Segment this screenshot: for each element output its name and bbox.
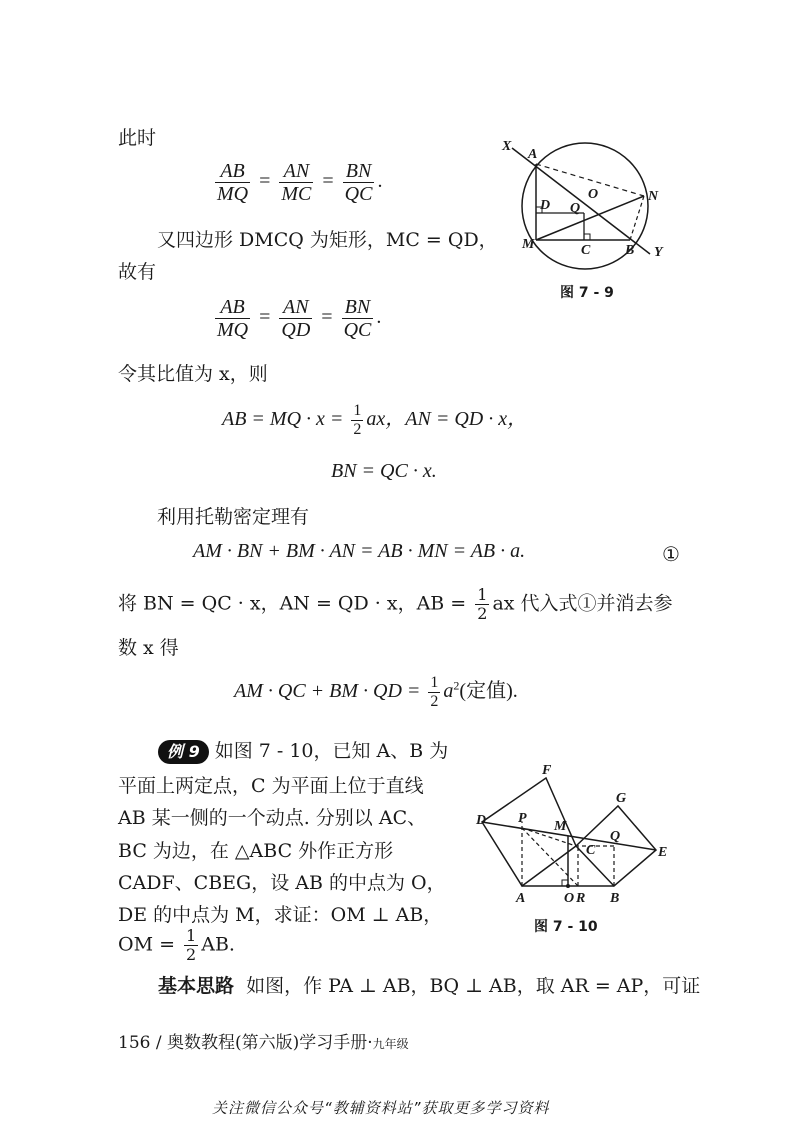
label-o: O — [564, 891, 575, 906]
label-n: N — [648, 189, 659, 204]
label-c: C — [581, 243, 591, 258]
label-r: R — [576, 891, 586, 906]
example-line: OM = $\frac{1}{2}$ AB. — [118, 926, 235, 964]
basic-idea-label: 基本思路 — [158, 975, 235, 997]
label-b: B — [610, 891, 620, 906]
label-m: M — [522, 237, 535, 252]
label-f: F — [542, 763, 552, 778]
example-line: AB 某一侧的一个动点. 分别以 AC、 — [118, 807, 427, 829]
label-d: D — [476, 813, 487, 828]
example-line: CADF、CBEG，设 AB 的中点为 O， — [118, 872, 446, 894]
label-q: Q — [610, 829, 621, 844]
example-line: 平面上两定点，C 为平面上位于直线 — [118, 775, 424, 797]
grade-label: 九年级 — [372, 1037, 409, 1051]
label-p: P — [518, 811, 527, 826]
equation-6: AM · QC + BM · QD = $\frac{1}{2}$ $a^2$(定值). — [234, 674, 518, 710]
label-x: X — [502, 139, 512, 154]
example-line: BC 为边，在 △ABC 外作正方形 — [118, 840, 394, 862]
equation-ratio-1: $\frac{AB}{MQ}$ = $\frac{AN}{MC}$ = $\frac{BN}{QC}$ . — [217, 160, 383, 205]
label-a: A — [528, 147, 538, 162]
equation-ratio-2: $\frac{AB}{MQ}$ = $\frac{AN}{QD}$ = $\frac{BN}{QC}$ . — [217, 296, 382, 341]
example-line: DE 的中点为 M，求证：OM ⊥ AB， — [118, 904, 443, 926]
figure-7-10-diagram — [478, 764, 678, 904]
label-b: B — [625, 243, 635, 258]
page-footer: 156 / 奥数教程(第六版)学习手册·九年级 — [118, 1033, 409, 1053]
figure-7-10 — [478, 764, 678, 944]
label-y: Y — [654, 245, 663, 260]
paragraph-text: 数 x 得 — [118, 637, 179, 659]
label-a: A — [516, 891, 526, 906]
paragraph-text: 此时 — [118, 127, 157, 149]
equation-ptolemy: AM · BN + BM · AN = AB · MN = AB · a. — [193, 540, 526, 562]
equation-number: ① — [662, 542, 680, 566]
label-c: C — [586, 843, 596, 858]
equation-3: AB = MQ · x = $\frac{1}{2}$ ax，AN = QD · x， — [222, 402, 528, 438]
book-title: 奥数教程(第六版)学习手册· — [167, 1033, 373, 1053]
label-q: Q — [570, 201, 581, 216]
paragraph-text: 将 BN = QC · x，AN = QD · x，AB = $\frac{1}{2}$ ax 代入式①并消去参 — [118, 585, 673, 623]
label-o: O — [588, 187, 599, 202]
paragraph-text: 又四边形 DMCQ 为矩形，MC = QD， — [157, 229, 498, 251]
paragraph-text: 故有 — [118, 261, 157, 283]
promo-note: 关注微信公众号“教辅资料站”获取更多学习资料 — [212, 1099, 550, 1117]
page-number: 156 — [118, 1033, 151, 1053]
figure-7-9-caption: 图 7 - 9 — [560, 285, 614, 301]
figure-7-10-caption: 图 7 - 10 — [534, 919, 598, 935]
equation-4: BN = QC · x. — [331, 460, 437, 482]
basic-idea-line: 基本思路 如图，作 PA ⊥ AB，BQ ⊥ AB，取 AR = AP，可证 — [158, 975, 701, 997]
paragraph-text: 令其比值为 x，则 — [118, 363, 268, 385]
label-m: M — [554, 819, 567, 834]
label-e: E — [658, 845, 668, 860]
example-line: 例 9 如图 7 - 10，已知 A、B 为 — [158, 737, 448, 765]
figure-7-9 — [498, 136, 688, 316]
label-d: D — [540, 198, 551, 213]
example-badge: 例 9 — [158, 740, 209, 764]
paragraph-text: 利用托勒密定理有 — [157, 506, 310, 528]
label-g: G — [616, 791, 627, 806]
